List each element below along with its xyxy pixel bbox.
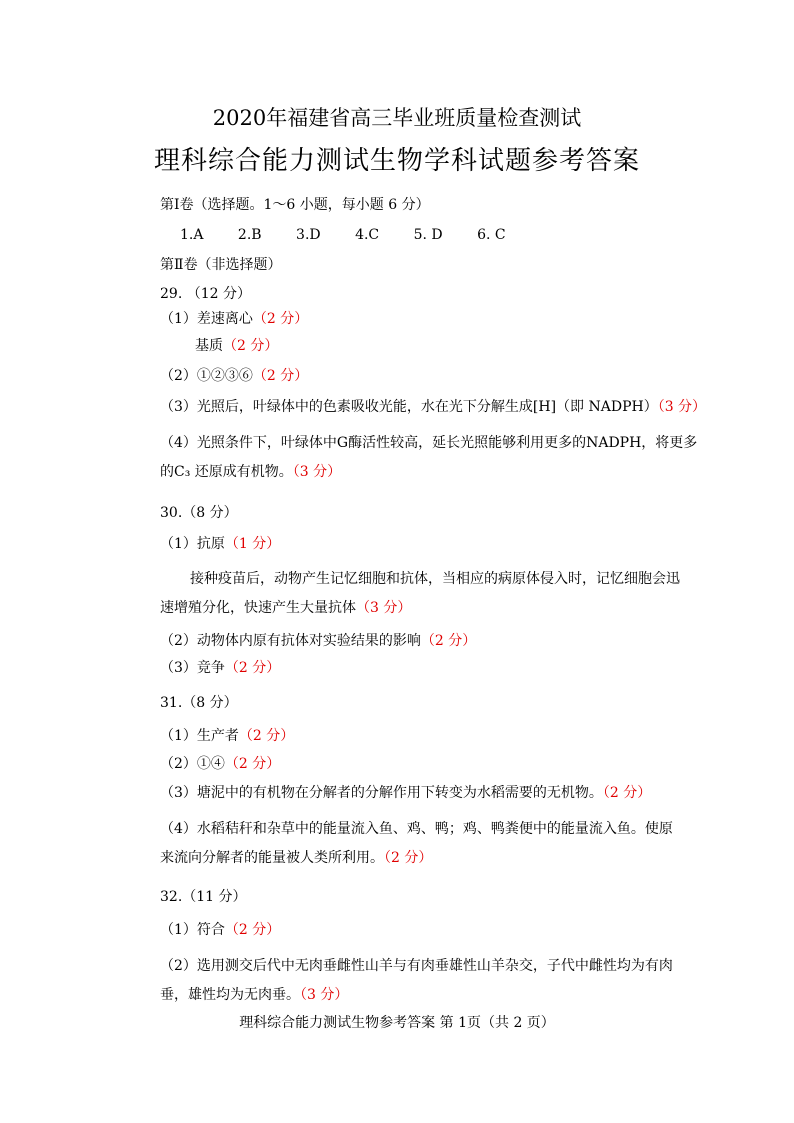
answer-text: （3）塘泥中的有机物在分解者的分解作用下转变为水稻需要的无机物。: [160, 785, 603, 801]
q29-a4-line2: [160, 461, 724, 483]
answer-text: （2）①②③⑥: [160, 368, 253, 384]
q29-a1b: [195, 335, 724, 357]
answer-text: （2）动物体内原有抗体对实验结果的影响: [160, 633, 421, 649]
q32-a1: [160, 919, 724, 941]
answer-text: 速增殖分化，快速产生大量抗体: [160, 600, 356, 616]
answer-2: 2.B: [237, 227, 262, 243]
answer-text: （2）①④: [160, 756, 225, 772]
q29-a4-line1: （4）光照条件下，叶绿体中G酶活性较高，延长光照能够利用更多的NADPH，将更多: [160, 435, 698, 451]
q30-a3: [160, 657, 724, 679]
q29-a2: [160, 365, 724, 387]
q29-a3: [160, 396, 724, 418]
points: （2 分）: [224, 660, 281, 676]
points: （2 分）: [224, 922, 281, 938]
answer-text: （3）光照后，叶绿体中的色素吸收光能，水在光下分解生成[H]（即 NADPH）: [160, 399, 658, 415]
part2-heading: 第Ⅱ卷（非选择题）: [160, 257, 282, 273]
part1-heading: 第Ⅰ卷（选择题。1～6 小题，每小题 6 分）: [160, 197, 430, 213]
q31-a2: [160, 753, 724, 775]
answer-text: （3）竞争: [160, 660, 225, 676]
q30-a2: [160, 630, 724, 652]
q29-title: 29. （12 分）: [160, 286, 251, 302]
q29-a1: [160, 308, 724, 330]
q31-title: 31.（8 分）: [160, 695, 238, 711]
answer-text: 垂，雄性均为无肉垂。: [160, 987, 300, 1003]
q30-a1: [160, 533, 724, 555]
page-title: 2020年福建省高三毕业班质量检查测试: [212, 106, 582, 130]
q30-a1b-line1: 接种疫苗后，动物产生记忆细胞和抗体，当相应的病原体侵入时，记忆细胞会迅: [190, 571, 680, 587]
q32-a2-line1: （2）选用测交后代中无肉垂雌性山羊与有肉垂雄性山羊杂交，子代中雌性均为有肉: [160, 958, 673, 974]
choice-answers: [180, 224, 724, 246]
q31-a1: [160, 725, 724, 747]
q31-a3: [160, 782, 724, 804]
answer-6: 6. C: [477, 227, 506, 243]
q30-title: 30.（8 分）: [160, 505, 238, 521]
answer-text: 来流向分解者的能量被人类所利用。: [160, 850, 384, 866]
answer-text: 基质: [195, 338, 223, 354]
points: （3 分）: [356, 600, 412, 616]
page-subtitle: 理科综合能力测试生物学科试题参考答案: [153, 146, 640, 176]
q32-title: 32.（11 分）: [160, 889, 247, 905]
q31-a4-line1: （4）水稻秸秆和杂草中的能量流入鱼、鸡、鸭；鸡、鸭粪便中的能量流入鱼。使原: [160, 821, 673, 837]
points: （2 分）: [602, 785, 652, 801]
points: （3 分）: [657, 399, 707, 415]
points: （2 分）: [384, 850, 433, 866]
points: （2 分）: [238, 728, 295, 744]
points: （3 分）: [300, 987, 349, 1003]
points: （2 分）: [252, 368, 309, 384]
answer-5: 5. D: [413, 227, 443, 243]
answer-1: 1.A: [180, 227, 204, 243]
points: （2 分）: [420, 633, 477, 649]
answer-3: 3.D: [296, 227, 321, 243]
points: （2 分）: [223, 338, 279, 354]
points: （3 分）: [292, 464, 342, 480]
answer-text: （1）符合: [160, 922, 225, 938]
points: （1 分）: [224, 536, 281, 552]
q30-a1b-line2: [160, 597, 724, 619]
answer-text: （1）差速离心: [160, 311, 253, 327]
points: （2 分）: [252, 311, 309, 327]
points: （2 分）: [224, 756, 281, 772]
answer-text: 的C₃ 还原成有机物。: [160, 464, 293, 480]
q31-a4-line2: [160, 847, 724, 869]
answer-text: （1）生产者: [160, 728, 239, 744]
q32-a2-line2: [160, 984, 724, 1006]
answer-4: 4.C: [355, 227, 380, 243]
answer-text: （1）抗原: [160, 536, 225, 552]
page-footer: 理科综合能力测试生物参考答案 第 1页（共 2 页）: [239, 1015, 555, 1031]
